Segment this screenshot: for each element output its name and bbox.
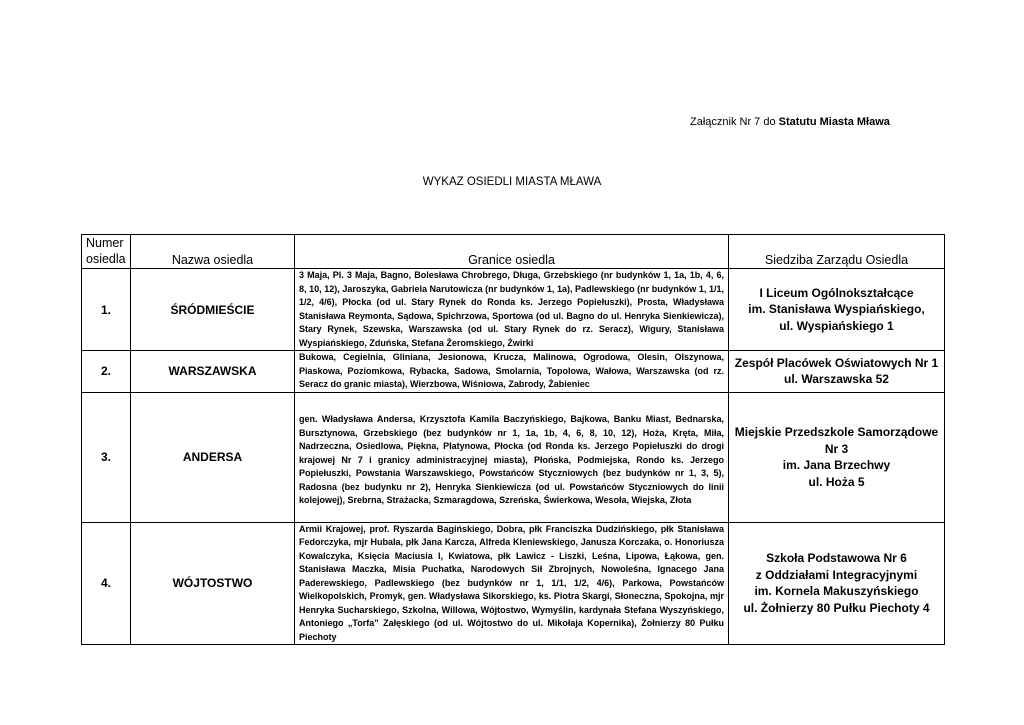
district-number: 2. — [82, 351, 131, 393]
district-seat — [729, 392, 945, 522]
table-row — [82, 351, 945, 393]
seat-line: im. Kornela Makuszyńskiego — [754, 584, 919, 599]
seat-line: ul. Hoża 5 — [808, 474, 865, 489]
district-name: WARSZAWSKA — [131, 351, 295, 393]
seat-line: im. Stanisława Wyspiańskiego, — [748, 302, 925, 317]
header-seat: Siedziba Zarządu Osiedla — [729, 235, 945, 269]
seat-line: Szkoła Podstawowa Nr 6 — [766, 551, 907, 566]
header-boundaries: Granice osiedla — [295, 235, 729, 269]
district-number: 3. — [82, 392, 131, 522]
annex-statute: Statutu Miasta Mława — [778, 116, 890, 128]
seat-line: im. Jana Brzechwy — [782, 458, 891, 472]
district-seat — [729, 269, 945, 351]
annex-note — [690, 116, 890, 128]
seat-line: z Oddziałami Integracyjnymi — [755, 567, 918, 582]
district-seat — [729, 351, 945, 393]
districts-table — [81, 234, 945, 645]
seat-line: ul. Warszawska 52 — [784, 372, 889, 387]
document-title: WYKAZ OSIEDLI MIASTA MŁAWA — [422, 176, 602, 188]
header-number-line1: Numer — [86, 236, 124, 250]
annex-prefix: Załącznik Nr 7 do — [690, 116, 779, 128]
district-name: ANDERSA — [131, 392, 295, 522]
district-name: ŚRÓDMIEŚCIE — [131, 269, 295, 351]
table-row — [82, 522, 945, 645]
seat-line: Nr 3 — [824, 441, 849, 456]
table-row — [82, 392, 945, 522]
table-header-row — [82, 235, 945, 269]
district-seat — [729, 522, 945, 645]
seat-line: ul. Żołnierzy 80 Pułku Piechoty 4 — [743, 600, 930, 615]
seat-line: Miejskie Przedszkole Samorządowe — [734, 425, 939, 439]
seat-line: I Liceum Ogólnokształcące — [759, 285, 914, 300]
district-name: WÓJTOSTWO — [131, 522, 295, 645]
district-number: 4. — [82, 522, 131, 645]
seat-line: Zespół Placówek Oświatowych Nr 1 — [734, 355, 939, 370]
district-boundaries: Bukowa, Cegielnia, Gliniana, Jesionowa, Krucza, Malinowa, Ogrodowa, Olesin, Olszynowa, Piaskowa, Poziomkowa, Rybacka, Sadowa, Smolarnia, Topolowa, Wałowa, Warszawska (od rz. Seracz do granic miasta), Wierzbowa, Wiśniowa, Zabrody, Żabieniec — [295, 351, 729, 393]
district-number: 1. — [82, 269, 131, 351]
district-boundaries: Armii Krajowej, prof. Ryszarda Bagińskiego, Dobra, płk Franciszka Dudzińskiego, płk Stanisława Fedorczyka, mjr Hubala, płk Jana Karcza, Alfreda Kleniewskiego, Janusza Korczaka, o. Honoriusza Kowalczyka, Księcia Maciusia I, Kwiatowa, płk Lawicz - Liszki, Leśna, Lipowa, Łąkowa, gen. Stanisława Maczka, Misia Puchatka, Narodowych Sił Zbrojnych, Nowoleśna, Ignacego Jana Paderewskiego, Padlewskiego (bez budynków nr 1, 1/1, 1/2, 4/6), Parkowa, Powstańców Wielkopolskich, Promyk, gen. Władysława Sikorskiego, ks. Piotra Skargi, Słoneczna, Spokojna, mjr Henryka Sucharskiego, Szkolna, Willowa, Wójtostwo, Wymyślin, kardynała Stefana Wyszyńskiego, Antoniego „Torfa” Załęskiego (od ul. Wójtostwo do ul. Mikołaja Kopernika), Żołnierzy 80 Pułku Piechoty — [295, 522, 729, 645]
district-boundaries: 3 Maja, Pl. 3 Maja, Bagno, Bolesława Chrobrego, Długa, Grzebskiego (nr budynków 1, 1a, 1b, 4, 6, 8, 10, 12), Jaroszyka, Gabriela Narutowicza (nr budynków 1, 1a), Padlewskiego (nr budynków 1, 1/1, 1/2, 4/6), Płocka (od ul. Stary Rynek do Ronda ks. Jerzego Popiełuszki), Prosta, Władysława Stanisława Reymonta, Sądowa, Spichrzowa, Sportowa (od ul. Bagno do ul. Henryka Sienkiewicza), Stary Rynek, Szewska, Warszawska (od ul. Stary Rynek do rz. Seracz), Wigury, Stanisława Wyspiańskiego, Zduńska, Stefana Żeromskiego, Żwirki — [295, 269, 729, 351]
table-row — [82, 269, 945, 351]
header-number — [82, 235, 131, 269]
header-name: Nazwa osiedla — [131, 235, 295, 269]
district-boundaries: gen. Władysława Andersa, Krzysztofa Kamila Baczyńskiego, Bajkowa, Banku Miast, Bednarska, Bursztynowa, Grzebskiego (bez budynków nr 1, 1a, 1b, 4, 6, 8, 10, 12), Hoża, Kręta, Miła, Nadrzeczna, Osiedlowa, Piękna, Platynowa, Płocka (od Ronda ks. Jerzego Popiełuszki do drogi krajowej Nr 7 i granicy administracyjnej miasta), Płońska, Podmiejska, Rondo ks. Jerzego Popiełuszki, Powstania Warszawskiego, Powstańców Styczniowych (bez budynków nr 1, 3, 5), Radosna (bez budynku nr 2), Henryka Sienkiewicza (od ul. Powstańców Styczniowych do linii kolejowej), Srebrna, Strażacka, Szmaragdowa, Szreńska, Świerkowa, Wesoła, Wiejska, Złota — [295, 392, 729, 522]
header-number-line2: osiedla — [86, 252, 126, 266]
seat-line: ul. Wyspiańskiego 1 — [779, 318, 894, 333]
